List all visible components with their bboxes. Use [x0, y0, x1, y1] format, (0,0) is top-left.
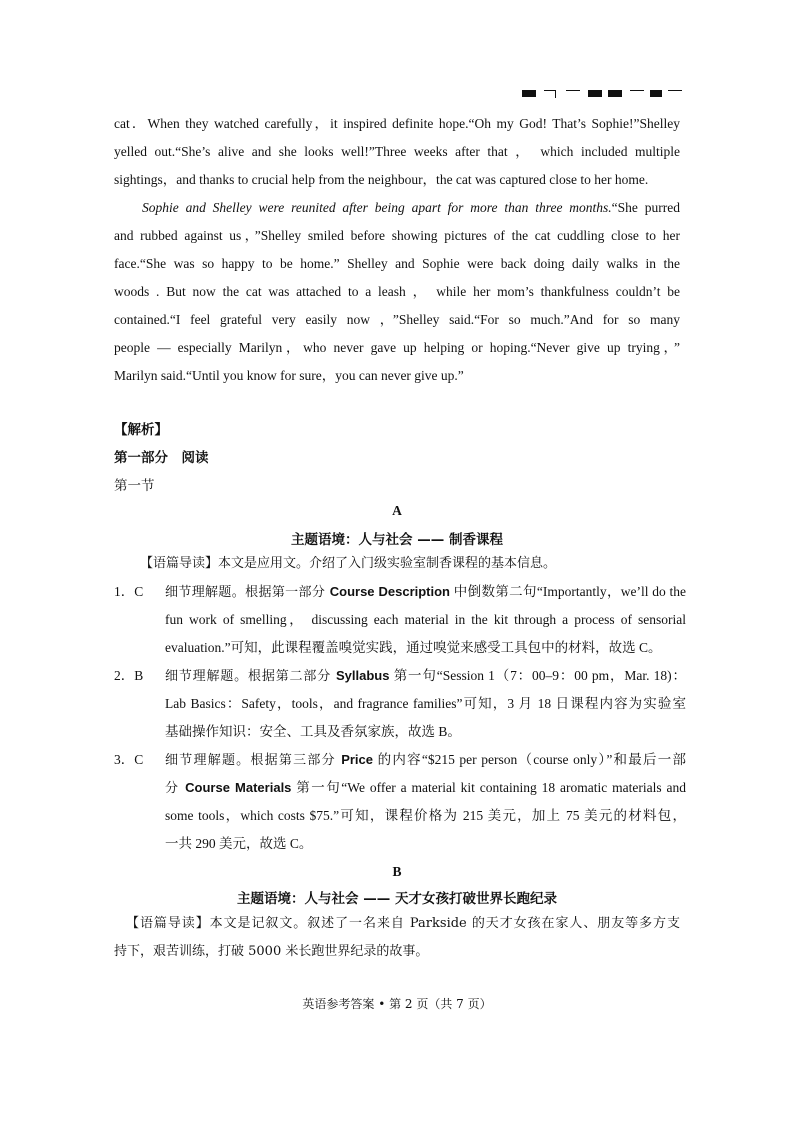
header-decoration-icon [522, 88, 682, 98]
passage-paragraph-1 [114, 110, 680, 194]
text-line: Marilyn said.“Until you know for sure，you can never give up.” [114, 368, 464, 383]
bold-term: Course Description [329, 584, 451, 599]
answer-number: 1．C [114, 584, 144, 599]
passage-paragraph-2 [114, 194, 680, 390]
bold-term: Syllabus [336, 668, 390, 683]
text-fragment: 细节理解题。根据第二部分 [165, 669, 337, 684]
answer-number: 3．C [114, 752, 144, 767]
text-line: face.“She was so happy to be home.” Shelley and Sophie were back doing daily walks in the [114, 256, 680, 271]
text-line: cat．When they watched carefully，it inspired definite hope.“Oh my God! That’s Sophie!”Shelley [114, 116, 680, 131]
text-fragment: 第一句“Session 1（7：00–9：00 pm，Mar. 18)： [389, 668, 686, 683]
passage-letter-a: A [392, 503, 402, 518]
text-line [165, 662, 686, 690]
text-line: 一共 290 美元，故选 C。 [165, 836, 313, 851]
text-line: Lab Basics：Safety，tools，and fragrance families”可知，3 月 18 日课程内容为实验室 [165, 696, 686, 711]
guide-a: 【语篇导读】本文是应用文。介绍了入门级实验室制香课程的基本信息。 [140, 556, 557, 571]
answer-item [114, 746, 686, 858]
text-fragment: 中倒数第二句“Importantly，we’ll do the [450, 584, 686, 599]
bold-term: Price [341, 752, 374, 767]
text-line [165, 578, 686, 606]
guide-b [114, 910, 680, 966]
analysis-label: 【解析】 [114, 422, 168, 438]
text-fragment: 细节理解题。根据第一部分 [165, 585, 330, 600]
text-fragment: 第一句“We offer a material kit containing 18 aromatic materials and [291, 780, 686, 795]
text-line: yelled out.“She’s alive and she looks well!”Three weeks after that ， which included multiple [114, 144, 680, 159]
text-line: 【语篇导读】本文是记叙文。叙述了一名来自 Parkside 的天才女孩在家人、朋友等多方支 [126, 916, 680, 931]
part-heading: 第一部分 阅读 [114, 450, 209, 466]
text-line: 基础操作知识：安全、工具及香氛家族，故选 B。 [165, 724, 461, 739]
section-heading: 第一节 [114, 478, 155, 494]
answer-number: 2．B [114, 668, 144, 683]
text-line: contained.“I feel grateful very easily now ，”Shelley said.“For so much.”And for so many [114, 312, 680, 327]
theme-b: 主题语境：人与社会 —— 天才女孩打破世界长跑纪录 [237, 891, 557, 907]
text-line: woods . But now the cat was attached to a leash ， while her mom’s thankfulness couldn’t be [114, 284, 680, 299]
text-fragment: 细节理解题。根据第三部分 [165, 753, 342, 768]
text-fragment: “She purred [611, 200, 680, 215]
text-line: and rubbed against us，”Shelley smiled before showing pictures of the cat cuddling close to her [114, 228, 680, 243]
text-line: fun work of smelling， discussing each material in the kit through a process of sensorial [165, 612, 686, 627]
text-line: 持下，艰苦训练，打破 5000 米长跑世界纪录的故事。 [114, 944, 429, 959]
theme-a: 主题语境：人与社会 —— 制香课程 [291, 532, 503, 548]
text-line: evaluation.”可知，此课程覆盖嗅觉实践，通过嗅觉来感受工具包中的材料，故选 C。 [165, 640, 662, 655]
text-fragment: 分 [165, 781, 186, 796]
text-line: people — especially Marilyn，who never gave up helping or hoping.“Never give up trying，” [114, 340, 680, 355]
text-line [165, 746, 686, 774]
answer-item [114, 662, 686, 746]
text-line: sightings，and thanks to crucial help from the neighbour，the cat was captured close to her home. [114, 172, 649, 187]
text-line [165, 774, 686, 802]
bold-term: Course Materials [185, 780, 292, 795]
page-footer: 英语参考答案 • 第 2 页（共 7 页） [302, 997, 492, 1011]
passage-letter-b: B [392, 864, 402, 879]
answer-item [114, 578, 686, 662]
italic-sentence: Sophie and Shelley were reunited after being apart for more than three months. [142, 200, 612, 215]
text-line: some tools，which costs $75.”可知，课程价格为 215 美元，加上 75 美元的材料包， [165, 808, 686, 823]
text-line [114, 194, 680, 222]
text-fragment: 的内容“$215 per person（course only）”和最后一部 [373, 752, 686, 767]
